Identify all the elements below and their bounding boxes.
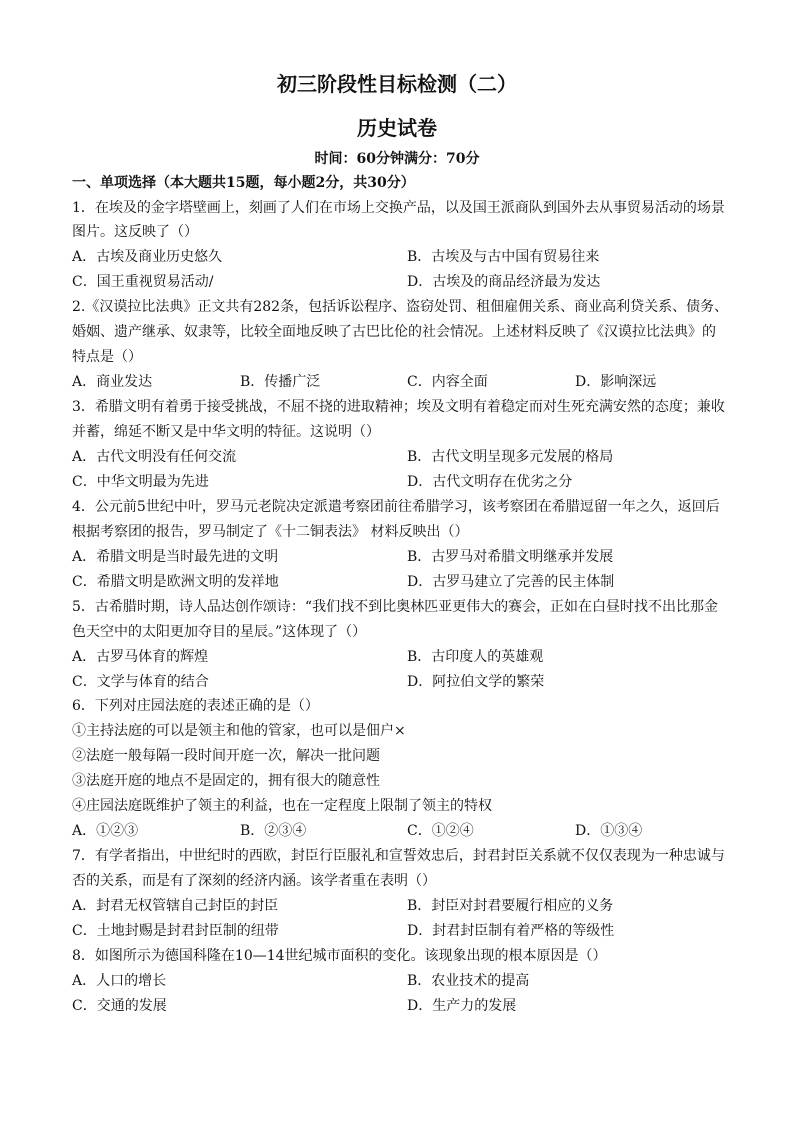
- question-4-option-c: C．希腊文明是欧洲文明的发祥地: [72, 574, 279, 590]
- question-1-option-c: C．国王重视贸易活动/: [72, 274, 214, 290]
- question-2-option-d: D．影响深远: [575, 374, 657, 390]
- exam-subject: 历史试卷: [357, 116, 437, 140]
- question-5-option-a: A．古罗马体育的辉煌: [72, 649, 209, 665]
- question-6-option-c: C．①②④: [407, 823, 474, 839]
- question-6-option-a: A．①②③: [72, 823, 139, 839]
- question-6-statement-4: ④庄园法庭既维护了领主的利益，也在一定程度上限制了领主的特权: [72, 798, 492, 814]
- question-1-option-a: A．古埃及商业历史悠久: [72, 249, 223, 265]
- question-6-statement-1: ①主持法庭的可以是领主和他的管家，也可以是佃户×: [72, 723, 406, 739]
- question-4-option-a: A．希腊文明是当时最先进的文明: [72, 549, 279, 565]
- question-3-option-b: B．古代文明呈现多元发展的格局: [407, 449, 614, 465]
- question-2-option-b: B．传播广泛: [240, 374, 321, 390]
- question-8-option-a: A．人口的增长: [72, 973, 167, 989]
- question-2-stem-line-2: 婚姻、遗产继承、奴隶等，比较全面地反映了古巴比伦的社会情况。上述材料反映了《汉谟拉比法典》的: [72, 324, 716, 340]
- exam-title: 初三阶段性目标检测（二）: [277, 72, 517, 96]
- question-6-option-d: D．①③④: [575, 823, 643, 839]
- question-8-option-b: B．农业技术的提高: [407, 973, 530, 989]
- question-8-stem-line-1: 8．如图所示为德国科隆在10—14世纪城市面积的变化。该现象出现的根本原因是（）: [72, 948, 607, 964]
- question-8-option-c: C．交通的发展: [72, 998, 167, 1014]
- question-3-option-d: D．古代文明存在优劣之分: [407, 474, 573, 490]
- question-5-stem-line-2: 色天空中的太阳更加夺目的星辰。”这体现了（）: [72, 624, 367, 640]
- question-5-option-c: C．文学与体育的结合: [72, 674, 209, 690]
- question-3-stem-line-2: 并蓄，绵延不断又是中华文明的特征。这说明（）: [72, 424, 380, 440]
- question-7-stem-line-1: 7．有学者指出，中世纪时的西欧，封臣行臣服礼和宣誓效忠后，封君封臣关系就不仅仅表现为一种忠诚与: [72, 848, 725, 864]
- question-1-option-b: B．古埃及与古中国有贸易往来: [407, 249, 600, 265]
- question-3-stem-line-1: 3．希腊文明有着勇于接受挑战，不屈不挠的进取精神；埃及文明有着稳定而对生死充满安然的态度；兼收: [72, 399, 725, 415]
- question-2-option-a: A．商业发达: [72, 374, 153, 390]
- question-8-option-d: D．生产力的发展: [407, 998, 517, 1014]
- question-7-option-d: D．封君封臣制有着严格的等级性: [407, 923, 615, 939]
- question-7-option-c: C．土地封赐是封君封臣制的纽带: [72, 923, 279, 939]
- question-2-option-c: C．内容全面: [407, 374, 488, 390]
- question-5-option-d: D．阿拉伯文学的繁荣: [407, 674, 545, 690]
- exam-time-score: 时间：60分钟满分：70分: [314, 151, 480, 167]
- question-7-option-b: B．封臣对封君要履行相应的义务: [407, 898, 614, 914]
- question-1-stem-line-1: 1．在埃及的金字塔壁画上，刻画了人们在市场上交换产品，以及国王派商队到国外去从事贸易活动的场景: [72, 200, 725, 216]
- question-3-option-c: C．中华文明最为先进: [72, 474, 209, 490]
- question-6-stem-line-1: 6．下列对庄园法庭的表述正确的是（）: [72, 698, 319, 714]
- section-heading: 一、单项选择（本大题共15题，每小题2分，共30分）: [72, 175, 415, 191]
- question-1-stem-line-2: 图片。这反映了（）: [72, 224, 198, 240]
- question-5-stem-line-1: 5．古希腊时期，诗人品达创作颂诗：“我们找不到比奥林匹亚更伟大的赛会，正如在白昼时找不出比那金: [72, 599, 719, 615]
- question-2-stem-line-1: 2.《汉谟拉比法典》正文共有282条，包括诉讼程序、盗窃处罚、租佃雇佣关系、商业高利贷关系、债务、: [72, 299, 729, 315]
- question-4-stem-line-2: 根据考察团的报告，罗马制定了《十二铜表法》 材料反映出（）: [72, 524, 469, 540]
- question-6-option-b: B．②③④: [240, 823, 307, 839]
- question-7-stem-line-2: 否的关系，而是有了深刻的经济内涵。该学者重在表明（）: [72, 873, 436, 889]
- question-4-option-b: B．古罗马对希腊文明继承并发展: [407, 549, 614, 565]
- question-4-option-d: D．古罗马建立了完善的民主体制: [407, 574, 615, 590]
- question-5-option-b: B．古印度人的英雄观: [407, 649, 544, 665]
- question-6-statement-2: ②法庭一般每隔一段时间开庭一次，解决一批问题: [72, 748, 380, 764]
- question-7-option-a: A．封君无权管辖自己封臣的封臣: [72, 898, 279, 914]
- question-6-statement-3: ③法庭开庭的地点不是固定的，拥有很大的随意性: [72, 773, 380, 789]
- question-1-option-d: D．古埃及的商品经济最为发达: [407, 274, 601, 290]
- question-2-stem-line-3: 特点是（）: [72, 349, 142, 365]
- question-4-stem-line-1: 4．公元前5世纪中叶，罗马元老院决定派遣考察团前往希腊学习，该考察团在希腊逗留一年之久，返回后: [72, 499, 720, 515]
- question-3-option-a: A．古代文明没有任何交流: [72, 449, 237, 465]
